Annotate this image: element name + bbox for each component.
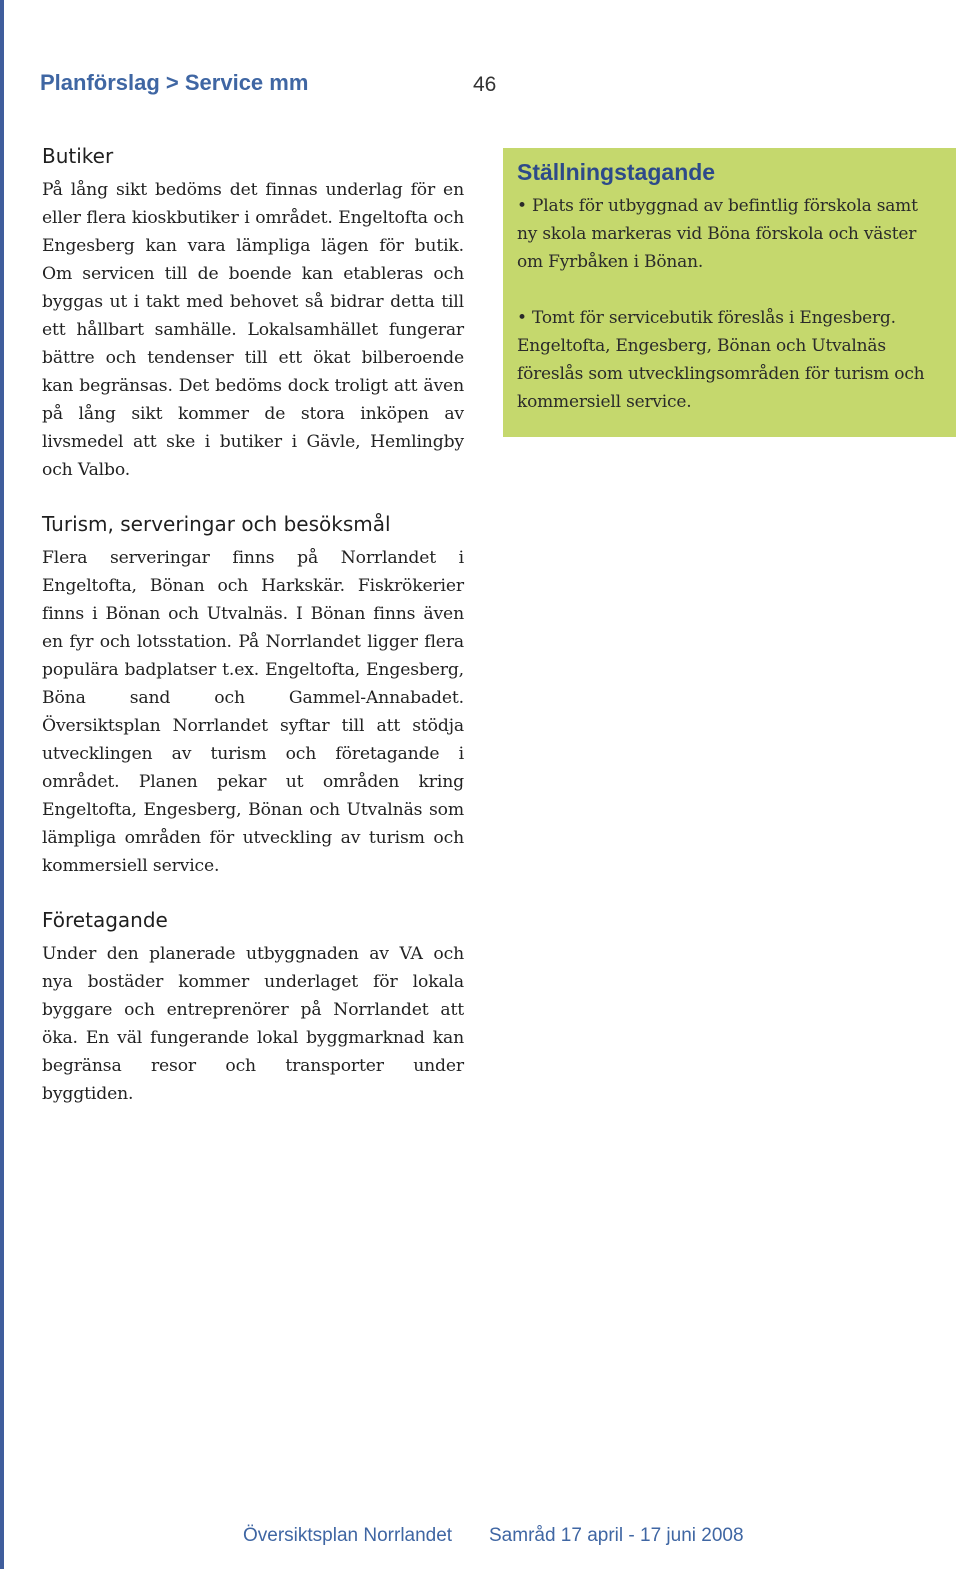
stallningstagande-box — [503, 148, 956, 437]
section-body: Flera serveringar finns på Norrlandet i Engeltofta, Bönan och Harkskär. Fiskrökerier finns i Bönan och Utvalnäs. I Bönan finns även en fyr och lotsstation. På Norrlandet ligger flera populära badplatser t.ex. Engeltofta, Engesberg, Böna sand och Gammel-Annabadet. Översiktsplan Norrlandet syftar till att stödja utvecklingen av turism och företagande i området. Planen pekar ut områden kring Engeltofta, Engesberg, Bönan och Utvalnäs som lämpliga områden för utveckling av turism och kommersiell service. — [42, 548, 464, 876]
main-column — [42, 142, 464, 1134]
footer-document-title: Översiktsplan Norrlandet — [243, 1525, 453, 1546]
left-margin-bar — [0, 0, 4, 1569]
stallningstagande-title: Ställningstagande — [517, 159, 716, 185]
section-heading: Turism, serveringar och besöksmål — [42, 512, 391, 536]
section-heading: Företagande — [42, 908, 168, 932]
section-turism — [42, 510, 464, 880]
section-heading: Butiker — [42, 144, 114, 168]
page-number: 46 — [473, 73, 497, 96]
section-body: Under den planerade utbyggnaden av VA och nya bostäder kommer underlaget för lokala byggare och entreprenörer på Norrlandet att öka. En väl fungerande lokal byggmarknad kan begränsa resor och transporter under byggtiden. — [42, 944, 464, 1104]
page-header-title: Planförslag > Service mm — [40, 70, 309, 95]
stallningstagande-item: • Tomt för servicebutik föreslås i Engesberg. Engeltofta, Engesberg, Bönan och Utvalnäs föreslås som utvecklingsområden för turism och kommersiell service. — [517, 308, 925, 412]
section-butiker — [42, 142, 464, 484]
section-foretagande — [42, 906, 464, 1108]
stallningstagande-item: • Plats för utbyggnad av befintlig förskola samt ny skola markeras vid Böna förskola och väster om Fyrbåken i Bönan. — [517, 196, 918, 272]
spacer — [517, 276, 942, 304]
section-body: På lång sikt bedöms det finnas underlag för en eller flera kioskbutiker i området. Engeltofta och Engesberg kan vara lämpliga lägen för butik. Om servicen till de boende kan etableras och byggas ut i takt med behovet så bidrar detta till ett hållbart samhälle. Lokalsamhället fungerar bättre och tendenser till ett ökat bilberoende kan begränsas. Det bedöms dock troligt att även på lång sikt kommer de stora inköpen av livsmedel att ske i butiker i Gävle, Hemlingby och Valbo. — [42, 180, 464, 480]
footer-consultation-dates: Samråd 17 april - 17 juni 2008 — [489, 1525, 744, 1546]
